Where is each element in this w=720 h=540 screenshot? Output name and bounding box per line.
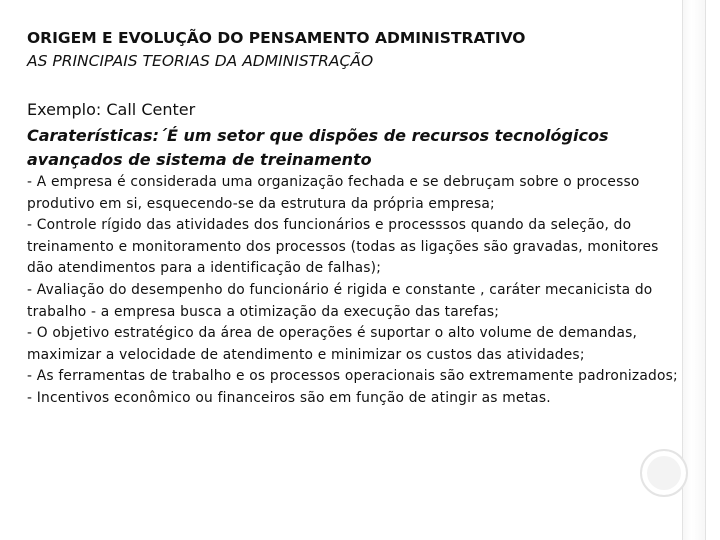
example-heading: Exemplo: Call Center: [27, 100, 196, 119]
slide-subtitle: AS PRINCIPAIS TEORIAS DA ADMINISTRAÇÃO: [27, 52, 374, 70]
decorative-circle: [640, 449, 688, 497]
right-border-strip: [682, 0, 706, 540]
list-item: - Avaliação do desempenho do funcionário é rigida e constante , caráter mecanicista do trabalho - a empresa busca a otimização da execução das tarefas;: [27, 281, 653, 320]
list-item: - Controle rígido das atividades dos funcionários e processsos quando da seleção, do treinamento e monitoramento dos processos (todas as ligações são gravadas, monitores dão atendimentos para a identificação de falhas);: [27, 217, 659, 277]
list-item: - As ferramentas de trabalho e os processos operacionais são extremamente padronizados;: [27, 368, 678, 385]
list-item: - A empresa é considerada uma organização fechada e se debruçam sobre o processo produtivo em si, esquecendo-se da estrutura da própria empresa;: [27, 174, 640, 212]
characteristics-text: Caraterísticas:´É um setor que dispões de recursos tecnológicos avançados de sistema de treinamento: [27, 126, 609, 169]
list-item: - O objetivo estratégico da área de operações é suportar o alto volume de demandas, maximizar a velocidade de atendimento e minimizar os custos das atividades;: [27, 325, 638, 363]
slide-title: ORIGEM E EVOLUÇÃO DO PENSAMENTO ADMINISTRATIVO: [27, 29, 526, 47]
list-item: - Incentivos econômico ou financeiros são em função de atingir as metas.: [27, 389, 551, 406]
body-text: [27, 172, 682, 410]
